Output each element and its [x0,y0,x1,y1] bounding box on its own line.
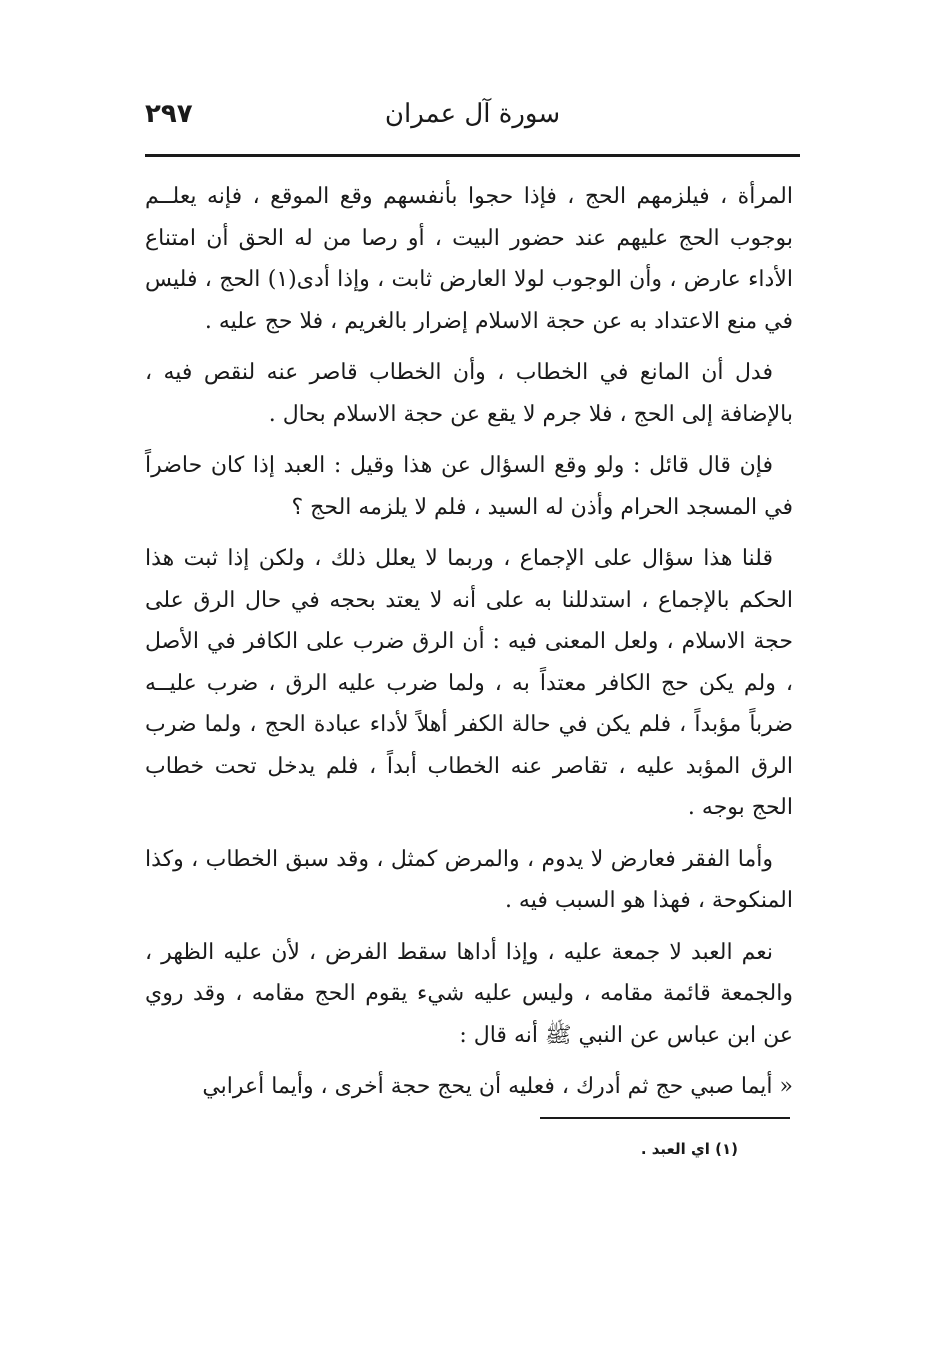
header-divider [145,154,800,157]
paragraph: فإن قال قائل : ولو وقع السؤال عن هذا وقيل : العبد إذا كان حاضراً في المسجد الحرام وأذن له السيد ، فلم لا يلزمه الحج ؟ [145,453,793,520]
paragraph: قلنا هذا سؤال على الإجماع ، وربما لا يعلل ذلك ، ولكن إذا ثبت هذا الحكم بالإجماع ، استدللنا به على أنه لا يعتد بحجه في حال الرق على حجة الاسلام ، ولعل المعنى فيه : أن الرق ضرب على الكافر في الأصل ، ولم يكن حج الكافر معتداً به ، ولما ضرب عليه الرق ، ضرب عليــه ضرباً مؤبداً ، فلم يكن في حالة الكفر أهلاً لأداء عبادة الحج ، ولما ضرب الرق المؤبد عليه ، تقاصر عنه الخطاب أبداً ، فلم يدخل تحت خطاب الحج بوجه . [145,546,793,820]
surah-title: سورة آل عمران [384,99,561,129]
paragraph: فدل أن المانع في الخطاب ، وأن الخطاب قاصر عنه لنقص فيه ، بالإضافة إلى الحج ، فلا جرم لا يقع عن حجة الاسلام بحال . [145,360,793,427]
paragraph: « أيما صبي حج ثم أدرك ، فعليه أن يحج حجة أخرى ، وأيما أعرابي [202,1074,793,1099]
paragraph: وأما الفقر فعارض لا يدوم ، والمرض كمثل ، وقد سبق الخطاب ، وكذا المنكوحة ، فهذا هو السبب فيه . [145,846,793,913]
paragraph: المرأة ، فيلزمهم الحج ، فإذا حجوا بأنفسهم وقع الموقع ، فإنه يعلــم بوجوب الحج عليهم عند حضور البيت ، أو رصا من له الحق أن امتناع الأداء عارض ، وأن الوجوب لولا العارض ثابت ، وإذا أدى(١) الحج ، فليس في منع الاعتداد به عن حجة الاسلام إضرار بالغريم ، فلا حج عليه . [145,184,793,334]
page-number: ٢٩٧ [145,99,193,129]
page-header [145,92,800,142]
paragraph: نعم العبد لا جمعة عليه ، وإذا أداها سقط الفرض ، لأن عليه الظهر ، والجمعة قائمة مقامه ، وليس عليه شيء يقوم الحج مقامه ، وقد روي عن ابن عباس عن النبي ﷺ أنه قال : [145,939,793,1048]
main-text [145,176,793,1108]
footnote: (١) اي العبد . [640,1140,738,1158]
footnote-divider [540,1117,790,1119]
